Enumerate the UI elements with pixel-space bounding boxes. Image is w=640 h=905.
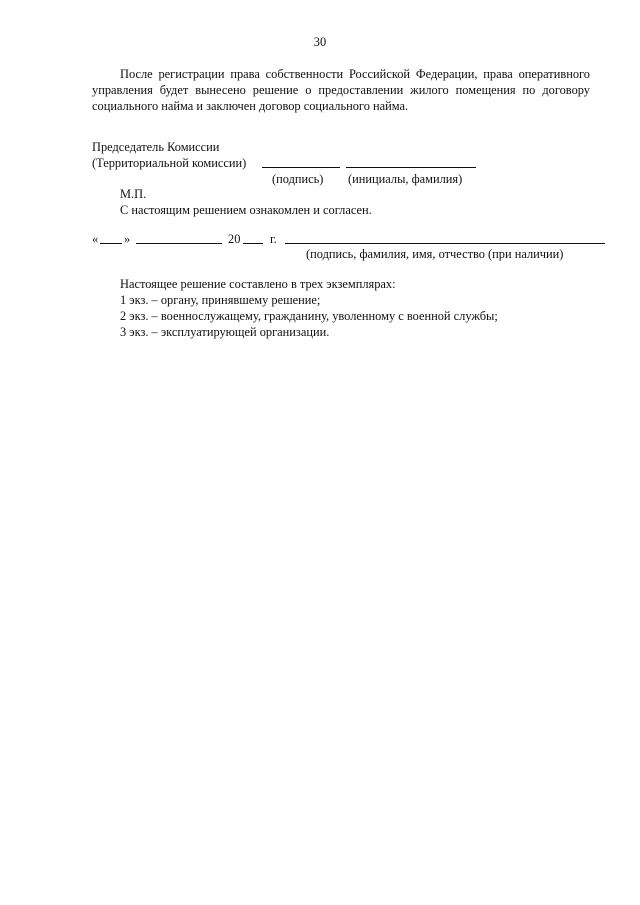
page-number: 30	[313, 35, 327, 49]
chairman-commission: (Территориальной комиссии)	[92, 156, 247, 170]
date-close-quote: »	[124, 232, 131, 246]
copies-heading: Настоящее решение составлено в трех экземплярах:	[120, 277, 396, 291]
day-line	[100, 243, 122, 244]
acknowledgement-signature-line	[285, 243, 605, 244]
year-suffix: г.	[270, 232, 277, 246]
date-open-quote: «	[92, 232, 99, 246]
chairman-title: Председатель Комиссии	[92, 140, 220, 154]
acknowledgement-text: С настоящим решением ознакомлен и согласен.	[120, 203, 372, 217]
signature-caption: (подпись)	[272, 172, 324, 186]
initials-line	[346, 167, 476, 168]
copy-item-1: 1 экз. – органу, принявшему решение;	[120, 293, 321, 307]
copy-item-2: 2 экз. – военнослужащему, гражданину, уволенному с военной службы;	[120, 309, 498, 323]
body-paragraph: После регистрации права собственности Российской Федерации, права оперативного управления будет вынесено решение о предоставлении жилого помещения по договору социального найма и заключен договор социального найма.	[92, 67, 590, 113]
month-line	[136, 243, 222, 244]
copy-item-3: 3 экз. – эксплуатирующей организации.	[120, 325, 330, 339]
year-line	[243, 243, 263, 244]
stamp-label: М.П.	[120, 187, 147, 201]
initials-caption: (инициалы, фамилия)	[348, 172, 463, 186]
signature-line	[262, 167, 340, 168]
acknowledgement-caption: (подпись, фамилия, имя, отчество (при наличии)	[306, 247, 564, 261]
year-prefix: 20	[228, 232, 241, 246]
